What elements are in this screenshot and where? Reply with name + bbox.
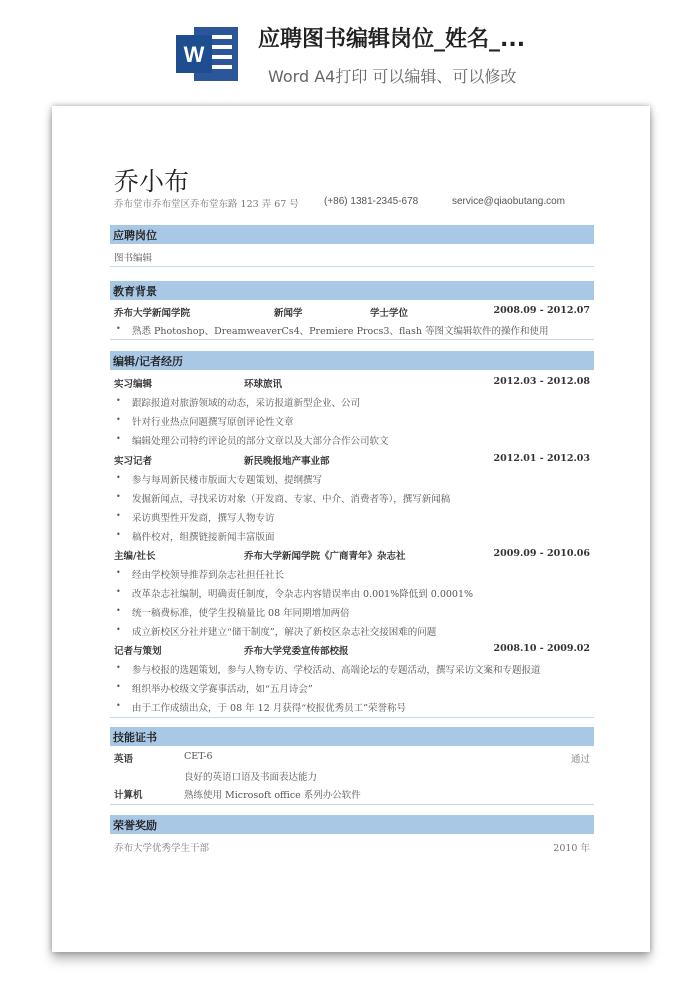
job-org: 乔布大学新闻学院《广商青年》杂志社 xyxy=(244,551,406,562)
bullet-icon: • xyxy=(116,415,121,424)
section-bar-honors xyxy=(110,815,594,834)
divider xyxy=(110,717,594,718)
document-title: 应聘图书编辑岗位_姓名_... xyxy=(258,27,526,52)
bullet-icon: • xyxy=(116,473,121,482)
section-bar-job xyxy=(110,225,594,244)
bullet-icon: • xyxy=(116,625,121,634)
skill-value: 熟练使用 Microsoft office 系列办公软件 xyxy=(184,790,361,801)
section-title: 技能证书 xyxy=(113,731,157,744)
bullet-icon: • xyxy=(116,511,121,520)
job-org: 乔布大学党委宣传部校报 xyxy=(244,646,349,657)
job-date: 2009.09 - 2010.06 xyxy=(493,548,590,559)
bullet-icon: • xyxy=(116,587,121,596)
job-bullet: 稿件校对，组撰链接新闻丰富版面 xyxy=(132,532,275,543)
skill-label: 计算机 xyxy=(114,790,143,801)
job-date: 2012.03 - 2012.08 xyxy=(493,376,590,387)
email: service@qiaobutang.com xyxy=(452,196,565,207)
bullet-icon: • xyxy=(116,324,121,333)
section-bar-education xyxy=(110,281,594,300)
edu-degree: 学士学位 xyxy=(370,308,409,319)
bullet-icon: • xyxy=(116,682,121,691)
bullet-icon: • xyxy=(116,492,121,501)
job-bullet: 参与校报的选题策划，参与人物专访、学校活动、高端论坛的专题活动，撰写采访文案和专题报道 xyxy=(132,665,541,676)
job-bullet: 采访典型性开发商，撰写人物专访 xyxy=(132,513,275,524)
job-bullet: 编辑处理公司特约评论员的部分文章以及大部分合作公司软文 xyxy=(132,436,389,447)
job-role: 主编/社长 xyxy=(114,551,156,562)
job-bullet: 跟踪报道对旅游领域的动态，采访报道新型企业、公司 xyxy=(132,398,361,409)
svg-text:W: W xyxy=(183,42,205,67)
word-icon xyxy=(174,21,240,87)
skill-label: 英语 xyxy=(114,754,134,765)
honor-value: 乔布大学优秀学生干部 xyxy=(114,843,210,854)
job-role: 实习记者 xyxy=(114,456,153,467)
section-bar-experience xyxy=(110,351,594,370)
job-bullet: 经由学校领导推荐到杂志社担任社长 xyxy=(132,570,285,581)
document-subtitle: Word A4打印 可以编辑、可以修改 xyxy=(268,67,517,86)
job-bullet: 统一稿费标准，使学生投稿量比 08 年同期增加两倍 xyxy=(132,608,350,619)
job-bullet: 针对行业热点问题撰写原创评论性文章 xyxy=(132,417,294,428)
job-date: 2012.01 - 2012.03 xyxy=(493,453,590,464)
job-bullet: 改革杂志社编制，明确责任制度，令杂志内容错误率由 0.001%降低到 0.0001% xyxy=(132,589,474,600)
edu-major: 新闻学 xyxy=(274,308,303,319)
skill-value: CET-6 xyxy=(184,751,213,762)
resume-page xyxy=(52,106,650,952)
job-role: 记者与策划 xyxy=(114,646,162,657)
job-value: 图书编辑 xyxy=(114,253,153,264)
address: 乔布堂市乔布堂区乔布堂东路 123 弄 67 号 xyxy=(114,199,299,210)
bullet-icon: • xyxy=(116,663,121,672)
divider xyxy=(110,266,594,267)
document-header xyxy=(0,0,700,100)
divider xyxy=(110,804,594,805)
skill-status: 通过 xyxy=(570,754,590,765)
bullet-icon: • xyxy=(116,701,121,710)
job-bullet: 成立新校区分社并建立“储干制度”，解决了新校区杂志社交接困难的问题 xyxy=(132,627,437,638)
job-bullet: 发掘新闻点，寻找采访对象（开发商、专家、中介、消费者等），撰写新闻稿 xyxy=(132,494,451,505)
bullet-icon: • xyxy=(116,396,121,405)
section-bar-skills xyxy=(110,727,594,746)
phone: (+86) 1381-2345-678 xyxy=(324,196,419,207)
bullet-icon: • xyxy=(116,434,121,443)
resume-name: 乔小布 xyxy=(114,167,190,196)
bullet-icon: • xyxy=(116,606,121,615)
divider xyxy=(110,339,594,340)
job-bullet: 参与每周新民楼市版面大专题策划、提纲撰写 xyxy=(132,475,323,486)
bullet-icon: • xyxy=(116,530,121,539)
job-date: 2008.10 - 2009.02 xyxy=(493,643,590,654)
section-title: 编辑/记者经历 xyxy=(113,355,184,368)
section-title: 应聘岗位 xyxy=(113,229,157,242)
honor-year: 2010 年 xyxy=(553,843,590,854)
job-bullet: 组织举办校级文学赛事活动，如“五月诗会” xyxy=(132,684,313,695)
edu-bullet: 熟悉 Photoshop、DreamweaverCs4、Premiere Procs3、flash 等图文编辑软件的操作和使用 xyxy=(132,326,549,337)
job-role: 实习编辑 xyxy=(114,379,153,390)
job-org: 环球旅讯 xyxy=(244,379,283,390)
skill-value: 良好的英语口语及书面表达能力 xyxy=(184,772,318,783)
job-org: 新民晚报地产事业部 xyxy=(244,456,330,467)
edu-school: 乔布大学新闻学院 xyxy=(114,308,191,319)
bullet-icon: • xyxy=(116,568,121,577)
section-title: 教育背景 xyxy=(113,285,157,298)
job-bullet: 由于工作成绩出众，于 08 年 12 月获得“校报优秀员工”荣誉称号 xyxy=(132,703,406,714)
edu-date: 2008.09 - 2012.07 xyxy=(493,305,590,316)
section-title: 荣誉奖励 xyxy=(113,819,157,832)
